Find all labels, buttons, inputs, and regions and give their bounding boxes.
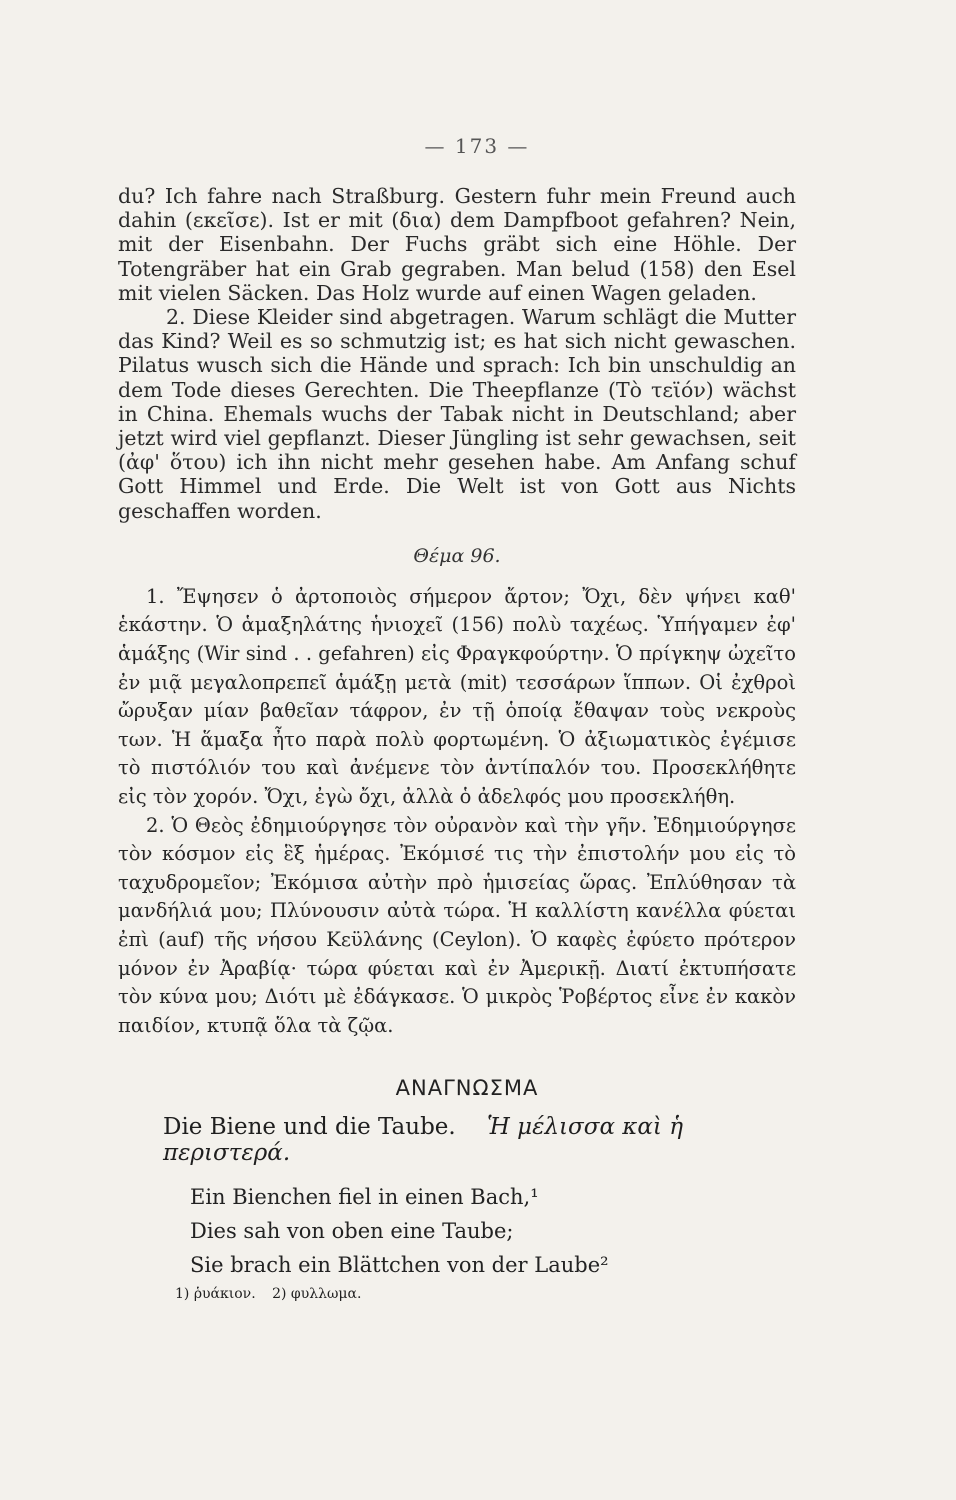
poem-title-german: Die Biene und die Taube. (163, 1114, 456, 1141)
greek-exercise-2: 2. Ὁ Θεὸς ἐδημιούργησε τὸν οὐρανὸν καὶ τὴν γῆν. Ἐδημιούργησε τὸν κόσμον εἰς ἓξ ἡμέρας. Ἐκόμισέ τις τὴν ἐπιστολήν μου εἰς τὸ ταχυδρομεῖον; Ἐκόμισα αὐτὴν πρὸ ἡμισείας ὥρας. Ἐπλύθησαν τὰ μανδήλιά μου; Πλύνουσιν αὐτὰ τώρα. Ἡ καλλίστη κανέλλα φύεται ἐπὶ (auf) τῆς νήσου Κεϋλάνης (Ceylon). Ὁ καφὲς ἐφύετο πρότερον μόνον ἐν Ἀραβίᾳ· τώρα φύεται καὶ ἐν Ἀμερικῇ. Διατί ἐκτυπήσατε τὸν κύνα μου; Διότι μὲ ἐδάγκασε. Ὁ μικρὸς Ῥοβέρτος εἶνε ἐν κακὸν παιδίον, κτυπᾷ ὅλα τὰ ζῷα. (118, 813, 796, 1037)
poem-title-greek: Ἡ μέλισσα καὶ ἡ περιστερά. (163, 1114, 684, 1167)
section-title: Θέμα 96. (413, 544, 501, 567)
poem-line: Ein Bienchen fiel in einen Bach,¹ (190, 1185, 539, 1210)
poem-line: Dies sah von oben eine Taube; (190, 1219, 514, 1244)
poem (190, 1180, 796, 1282)
german-exercise-block (118, 184, 796, 523)
poem-title (163, 1114, 796, 1166)
german-exercise-2: 2. Diese Kleider sind abgetragen. Warum schlägt die Mutter das Kind? Weil es so schmutzig ist; es hat sich nicht gewaschen. Pilatus wusch sich die Hände und sprach: Ich bin unschuldig an dem Tode dieses Gerechten. Die Theepflanze (Τὸ τεϊόν) wächst in China. Ehemals wuchs der Tabak nicht in Deutschland; aber jetzt wird viel gepflanzt. Dieser Jüngling ist sehr gewachsen, seit (ἀφ' ὅτου) ich ihn nicht mehr gesehen habe. Am Anfang schuf Gott Himmel und Erde. Die Welt ist von Gott aus Nichts geschaffen worden. (118, 305, 796, 523)
page-number: — 173 — (424, 134, 530, 158)
reading-title: ΑΝΑΓΝΩΣΜΑ (395, 1076, 539, 1101)
footnotes (175, 1286, 796, 1302)
german-paragraph-1: du? Ich fahre nach Straßburg. Gestern fuhr mein Freund auch dahin (εκεῖσε). Ist er mit (δια) dem Dampfboot gefahren? Nein, mit der Eisenbahn. Der Fuchs gräbt sich eine Höhle. Der Totengräber hat ein Grab gegraben. Man belud (158) den Esel mit vielen Säcken. Das Holz wurde auf einen Wagen geladen. (118, 184, 796, 305)
footnote: 1) ῥυάκιον. (175, 1286, 256, 1303)
greek-exercise-1: 1. Ἔψησεν ὁ ἀρτοποιὸς σήμερον ἄρτον; Ὄχι, δὲν ψήνει καθ' ἑκάστην. Ὁ ἁμαξηλάτης ἡνιοχεῖ (156) πολὺ ταχέως. Ὑπήγαμεν ἐφ' ἁμάξης (Wir sind . . gefahren) εἰς Φραγκφούρτην. Ὁ πρίγκηψ ὠχεῖτο ἐν μιᾷ μεγαλοπρεπεῖ ἁμάξῃ μετὰ (mit) τεσσάρων ἵππων. Οἱ ἐχθροὶ ὤρυξαν μίαν βαθεῖαν τάφρον, ἐν τῇ ὁποίᾳ ἔθαψαν τοὺς νεκροὺς των. Ἡ ἅμαξα ἦτο παρὰ πολὺ φορτωμένη. Ὁ ἀξιωματικὸς ἐγέμισε τὸ πιστόλιόν του καὶ ἀνέμενε τὸν ἀντίπαλόν του. Προσεκλήθητε εἰς τὸν χορόν. Ὄχι, ἐγὼ ὄχι, ἀλλὰ ὁ ἀδελφός μου προσεκλήθη. (118, 584, 796, 808)
footnote: 2) φυλλωμα. (272, 1286, 362, 1303)
greek-exercise-block (118, 583, 796, 1041)
poem-line: Sie brach ein Blättchen von der Laube² (190, 1253, 609, 1278)
